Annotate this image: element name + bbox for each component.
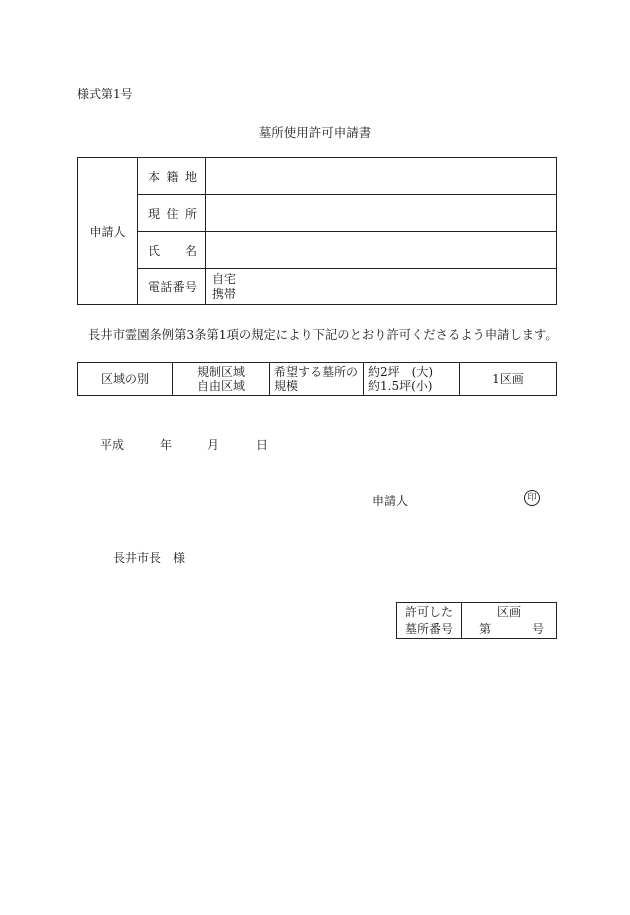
- plot-table: [77, 362, 557, 396]
- domicile-field[interactable]: [206, 158, 557, 195]
- permit-label-line2: 墓所番号: [405, 621, 454, 636]
- date-month-label: 月: [207, 438, 220, 452]
- applicant-signature-label: 申請人: [372, 494, 409, 508]
- desired-size-label: [270, 363, 364, 396]
- permit-table: [396, 602, 557, 639]
- plot-count: 1区画: [460, 363, 557, 396]
- name-label: 氏名: [138, 232, 206, 269]
- size-options: [364, 363, 460, 396]
- address-label: 現住所: [138, 195, 206, 232]
- permit-label-line1: 許可した: [405, 604, 454, 619]
- zone-free[interactable]: 自由区域: [196, 379, 245, 393]
- desired-size-label-line1: 希望する墓所の: [274, 365, 359, 379]
- size-large[interactable]: 約2坪 (大): [368, 365, 433, 379]
- zone-category-label: 区域の別: [78, 363, 173, 396]
- addressee: 長井市長 様: [113, 551, 186, 565]
- address-field[interactable]: [206, 195, 557, 232]
- applicant-label: 申請人: [78, 158, 138, 305]
- name-field[interactable]: [206, 232, 557, 269]
- zone-options: [173, 363, 270, 396]
- phone-mobile-label: 携帯: [212, 286, 237, 301]
- phone-home-label: 自宅: [212, 271, 237, 286]
- form-number: 様式第1号: [77, 87, 133, 101]
- phone-field[interactable]: [206, 269, 557, 305]
- permit-label: [397, 603, 462, 639]
- size-small[interactable]: 約1.5坪(小): [368, 379, 433, 393]
- phone-label: 電話番号: [138, 269, 206, 305]
- zone-regulated[interactable]: 規制区域: [196, 365, 245, 379]
- permit-number-suffix: 号: [531, 621, 544, 636]
- application-statement: 長井市霊園条例第3条第1項の規定により下記のとおり許可くださるよう申請します。: [88, 328, 558, 342]
- date-day-label: 日: [256, 438, 269, 452]
- date-era: 平成: [100, 438, 125, 452]
- document-title: 墓所使用許可申請書: [258, 125, 372, 140]
- seal-icon: 印: [524, 490, 540, 506]
- permit-section-label: 区画: [496, 604, 521, 619]
- permit-number-prefix: 第: [479, 621, 492, 636]
- domicile-label: 本籍地: [138, 158, 206, 195]
- date-year-label: 年: [160, 438, 173, 452]
- desired-size-label-line2: 規模: [274, 379, 299, 393]
- applicant-table: [77, 157, 557, 305]
- permit-number-field[interactable]: [462, 603, 557, 639]
